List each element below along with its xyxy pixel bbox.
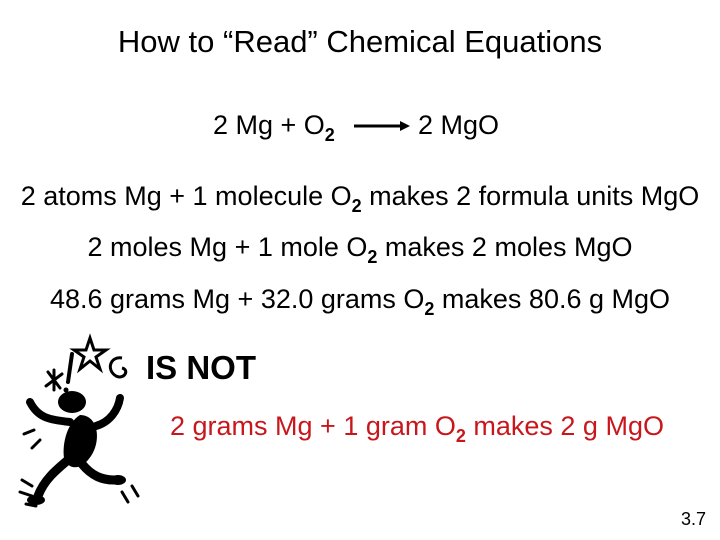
reading-atoms-post: makes 2 formula units MgO: [361, 181, 700, 211]
incorrect-reading: [0, 410, 720, 445]
reading-moles-pre: 2 moles Mg + 1 mole O: [87, 232, 368, 262]
subscript: 2: [324, 125, 335, 145]
equation-products: 2 MgO: [418, 110, 500, 140]
reading-moles-post: makes 2 moles MgO: [377, 232, 633, 262]
incorrect-reading-pre: 2 grams Mg + 1 gram O: [170, 411, 456, 441]
incorrect-reading-text: [170, 411, 664, 446]
incorrect-reading-post: makes 2 g MgO: [465, 411, 664, 441]
chemical-equation: [0, 110, 720, 144]
equation-reactants-text: 2 Mg + O: [213, 110, 325, 140]
slide-title: How to “Read” Chemical Equations: [117, 24, 603, 59]
reading-atoms: [0, 180, 720, 215]
equation-reactants: [213, 110, 335, 145]
reading-moles: [0, 231, 720, 266]
is-not-label: IS NOT: [146, 349, 257, 386]
subscript: 2: [351, 196, 362, 216]
subscript: 2: [367, 247, 378, 267]
subscript: 2: [424, 299, 435, 319]
reading-atoms-pre: 2 atoms Mg + 1 molecule O: [20, 181, 352, 211]
reading-grams-pre: 48.6 grams Mg + 32.0 grams O: [49, 284, 425, 314]
reading-grams: [0, 283, 720, 318]
subscript: 2: [455, 426, 466, 446]
slide-number: 3.7: [680, 509, 706, 529]
reaction-arrow-icon: [352, 116, 412, 136]
reading-grams-post: makes 80.6 g MgO: [434, 284, 671, 314]
